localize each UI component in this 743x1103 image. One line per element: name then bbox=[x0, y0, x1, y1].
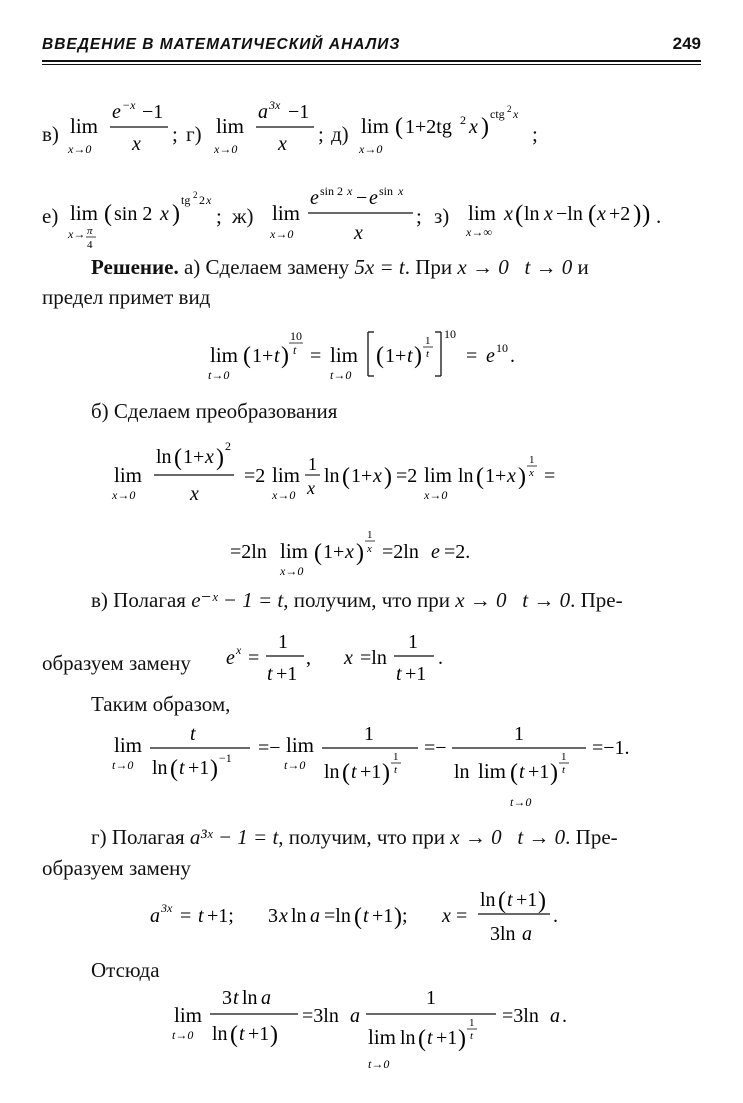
svg-text:sin 2: sin 2 bbox=[114, 203, 153, 225]
svg-text:): ) bbox=[356, 540, 364, 566]
solution-v-intro: в) Полагая bbox=[91, 588, 186, 612]
solution-a-and: и bbox=[577, 255, 589, 279]
svg-text:x→: x→ bbox=[68, 227, 86, 241]
svg-text:(: ( bbox=[510, 760, 518, 786]
svg-text:1: 1 bbox=[408, 631, 418, 653]
solution-a-when: . При bbox=[404, 255, 453, 279]
problem-label-d: д) bbox=[331, 122, 349, 146]
svg-text:ln: ln bbox=[156, 446, 172, 468]
solution-a-condition: x → 0 t → 0 bbox=[457, 255, 573, 279]
svg-text:.: . bbox=[562, 1005, 567, 1027]
svg-text:−: − bbox=[356, 187, 368, 209]
svg-text:ln: ln bbox=[212, 1023, 228, 1045]
svg-text:ln: ln bbox=[324, 761, 340, 783]
svg-text:x: x bbox=[206, 193, 212, 207]
svg-text:+1: +1 bbox=[360, 761, 382, 783]
svg-text:): ) bbox=[633, 201, 642, 228]
svg-text:x: x bbox=[354, 222, 363, 244]
svg-text:t→0: t→0 bbox=[284, 758, 306, 772]
svg-text:ln: ln bbox=[454, 761, 470, 783]
svg-text:): ) bbox=[642, 201, 651, 228]
svg-text:1+: 1+ bbox=[183, 446, 205, 468]
header-rule bbox=[42, 60, 701, 62]
svg-text:+1: +1 bbox=[405, 663, 427, 685]
svg-text:3: 3 bbox=[222, 987, 232, 1009]
svg-text:t→0: t→0 bbox=[172, 1028, 194, 1042]
formula-g-result bbox=[172, 982, 592, 1088]
svg-text:ln: ln bbox=[152, 757, 168, 779]
svg-text:1+: 1+ bbox=[485, 465, 507, 487]
svg-text:): ) bbox=[384, 464, 392, 490]
svg-text:(: ( bbox=[174, 445, 182, 471]
svg-text:t: t bbox=[239, 1023, 245, 1045]
svg-text:(: ( bbox=[342, 760, 350, 786]
problem-label-zh: ж) bbox=[232, 204, 254, 228]
svg-text:lim: lim bbox=[174, 1003, 203, 1027]
svg-text:10: 10 bbox=[290, 329, 302, 343]
limit-formula-d bbox=[359, 98, 539, 168]
formula-v-result bbox=[112, 720, 652, 820]
svg-text:t: t bbox=[363, 905, 369, 927]
limit-formula-z bbox=[466, 176, 696, 256]
problem-label-z: з) bbox=[434, 204, 450, 228]
svg-text:3x: 3x bbox=[161, 901, 173, 915]
svg-text:1: 1 bbox=[529, 454, 535, 466]
svg-text:t: t bbox=[519, 761, 525, 783]
svg-text:1+: 1+ bbox=[323, 541, 345, 563]
svg-text:lim: lim bbox=[216, 114, 245, 138]
svg-text:lim: lim bbox=[424, 463, 453, 487]
svg-text:t: t bbox=[274, 345, 280, 367]
solution-g-substitution: a³ˣ − 1 = t bbox=[189, 825, 279, 849]
svg-text:−1: −1 bbox=[219, 751, 232, 765]
solution-g-mid: , получим, что при bbox=[278, 825, 446, 849]
svg-text:=: = bbox=[456, 905, 468, 927]
svg-text:x: x bbox=[398, 184, 404, 198]
svg-text:10: 10 bbox=[496, 341, 508, 355]
svg-text:π: π bbox=[87, 225, 93, 237]
svg-text:lim: lim bbox=[114, 733, 143, 757]
svg-text:x→0: x→0 bbox=[270, 227, 294, 241]
svg-text:e: e bbox=[112, 101, 121, 123]
svg-text:(: ( bbox=[104, 201, 112, 227]
svg-text:3: 3 bbox=[268, 905, 278, 927]
svg-text:2: 2 bbox=[199, 193, 205, 207]
svg-text:t: t bbox=[562, 764, 566, 776]
svg-text:t: t bbox=[198, 905, 204, 927]
svg-text:t: t bbox=[394, 764, 398, 776]
svg-text:2: 2 bbox=[507, 104, 512, 114]
svg-text:): ) bbox=[538, 888, 546, 914]
svg-text:): ) bbox=[382, 760, 390, 786]
svg-text:t: t bbox=[396, 663, 402, 685]
svg-text:): ) bbox=[216, 445, 224, 471]
svg-text:t: t bbox=[407, 345, 413, 367]
svg-text:=3ln: =3ln bbox=[502, 1005, 539, 1027]
svg-text:=ln: =ln bbox=[360, 647, 387, 669]
limit-formula-g bbox=[214, 98, 324, 168]
svg-text:x: x bbox=[205, 446, 214, 468]
svg-text:e: e bbox=[310, 187, 319, 209]
svg-text:x: x bbox=[345, 541, 354, 563]
svg-text:): ) bbox=[210, 756, 218, 782]
problem-sep-g: ; bbox=[318, 122, 324, 146]
problem-label-g: г) bbox=[186, 122, 202, 146]
svg-text:t: t bbox=[351, 761, 357, 783]
svg-text:=: = bbox=[310, 345, 322, 367]
solution-g-intro: г) Полагая bbox=[91, 825, 185, 849]
solution-line-a bbox=[91, 254, 589, 280]
solution-g-hence: Отсюда bbox=[91, 958, 160, 982]
problem-sep-zh: ; bbox=[416, 204, 422, 228]
formula-v-substitution bbox=[226, 624, 466, 694]
svg-text:x: x bbox=[132, 133, 141, 155]
svg-text:ln: ln bbox=[458, 465, 474, 487]
svg-text:lim: lim bbox=[114, 463, 143, 487]
svg-text:10: 10 bbox=[444, 327, 456, 341]
svg-text:=: = bbox=[544, 465, 556, 487]
svg-text:): ) bbox=[518, 464, 526, 490]
svg-text:lim: lim bbox=[70, 201, 99, 225]
svg-text:1: 1 bbox=[364, 723, 374, 745]
svg-text:=2ln: =2ln bbox=[382, 541, 419, 563]
svg-text:=: = bbox=[248, 647, 260, 669]
svg-text:lim: lim bbox=[272, 201, 301, 225]
svg-text:=ln: =ln bbox=[324, 905, 351, 927]
svg-text:a: a bbox=[350, 1005, 360, 1027]
solution-v-tail: . Пре- bbox=[570, 588, 623, 612]
svg-text:.: . bbox=[438, 647, 443, 669]
svg-text:(: ( bbox=[395, 114, 403, 140]
svg-text:lim: lim bbox=[368, 1025, 397, 1049]
svg-text:t: t bbox=[190, 723, 196, 745]
svg-text:=2.: =2. bbox=[444, 541, 471, 563]
svg-text:x: x bbox=[190, 483, 199, 505]
solution-v-mid: , получим, что при bbox=[283, 588, 450, 612]
svg-text:+1: +1 bbox=[436, 1027, 458, 1049]
svg-text:t: t bbox=[267, 663, 273, 685]
svg-text:−1: −1 bbox=[142, 101, 164, 123]
solution-a-line2: предел примет вид bbox=[42, 285, 211, 309]
svg-text:x→0: x→0 bbox=[112, 488, 136, 502]
solution-heading: Решение. bbox=[91, 255, 179, 279]
svg-text:t: t bbox=[470, 1030, 474, 1042]
svg-text:): ) bbox=[458, 1026, 466, 1052]
svg-text:(: ( bbox=[342, 464, 350, 490]
svg-text:(: ( bbox=[418, 1026, 426, 1052]
svg-text:=−1.: =−1. bbox=[592, 737, 630, 759]
svg-text:1+2tg: 1+2tg bbox=[405, 116, 452, 138]
svg-text:x→0: x→0 bbox=[424, 488, 448, 502]
svg-text:x: x bbox=[469, 116, 478, 138]
running-header bbox=[42, 32, 701, 60]
svg-text:2: 2 bbox=[460, 113, 466, 127]
svg-text:2: 2 bbox=[225, 439, 231, 453]
svg-text:lim: lim bbox=[70, 114, 99, 138]
svg-text:lim: lim bbox=[361, 114, 390, 138]
svg-text:lim: lim bbox=[210, 343, 239, 367]
svg-text:;: ; bbox=[402, 905, 408, 927]
limit-formula-e bbox=[68, 176, 238, 261]
svg-text:x: x bbox=[544, 203, 553, 225]
formula-b-line2 bbox=[230, 518, 550, 584]
svg-text:2: 2 bbox=[193, 190, 198, 200]
svg-text:=2ln: =2ln bbox=[230, 541, 267, 563]
svg-text:+2: +2 bbox=[609, 203, 631, 225]
svg-text:x→∞: x→∞ bbox=[466, 225, 492, 239]
svg-text:1+: 1+ bbox=[351, 465, 373, 487]
svg-text:x: x bbox=[529, 467, 534, 479]
svg-text:sin: sin bbox=[379, 184, 394, 198]
solution-g-tail: . Пре- bbox=[565, 825, 618, 849]
svg-text:sin 2: sin 2 bbox=[320, 184, 344, 198]
svg-text:ln: ln bbox=[480, 889, 496, 911]
svg-text:ln: ln bbox=[242, 987, 258, 1009]
svg-text:(: ( bbox=[314, 540, 322, 566]
solution-g-condition: x → 0 t → 0 bbox=[450, 825, 566, 849]
svg-text:=2: =2 bbox=[244, 465, 266, 487]
svg-text:+1: +1 bbox=[276, 663, 298, 685]
solution-line-v bbox=[91, 587, 623, 613]
svg-text:e: e bbox=[486, 345, 495, 367]
svg-text:t: t bbox=[233, 987, 239, 1009]
svg-text:lim: lim bbox=[280, 539, 309, 563]
svg-text:+1: +1 bbox=[248, 1023, 270, 1045]
svg-text:x: x bbox=[278, 133, 287, 155]
page-number: 249 bbox=[672, 34, 701, 53]
svg-text:x: x bbox=[279, 905, 288, 927]
svg-text:(: ( bbox=[230, 1022, 238, 1048]
svg-text:−1: −1 bbox=[288, 101, 310, 123]
svg-text:x→0: x→0 bbox=[359, 142, 383, 156]
limit-formula-zh bbox=[270, 176, 430, 256]
svg-text:1: 1 bbox=[425, 335, 431, 347]
svg-text:x: x bbox=[344, 647, 353, 669]
svg-text:lim: lim bbox=[478, 759, 507, 783]
svg-text:.: . bbox=[553, 905, 558, 927]
svg-text:a: a bbox=[310, 905, 320, 927]
svg-text:1: 1 bbox=[469, 1017, 475, 1029]
svg-text:(: ( bbox=[243, 343, 251, 369]
svg-text:lim: lim bbox=[272, 463, 301, 487]
svg-text:=2: =2 bbox=[396, 465, 418, 487]
svg-text:x: x bbox=[442, 905, 451, 927]
svg-text:a: a bbox=[522, 923, 532, 945]
svg-text:x→0: x→0 bbox=[214, 142, 238, 156]
svg-text:4: 4 bbox=[87, 239, 93, 251]
svg-text:(: ( bbox=[498, 888, 506, 914]
svg-text:lim: lim bbox=[468, 201, 497, 225]
svg-text:+1: +1 bbox=[372, 905, 394, 927]
formula-g-substitution bbox=[150, 882, 610, 952]
svg-text:1+: 1+ bbox=[385, 345, 407, 367]
svg-text:x: x bbox=[236, 643, 242, 657]
svg-text:a: a bbox=[261, 987, 271, 1009]
formula-b-line1 bbox=[112, 436, 632, 516]
svg-text:(: ( bbox=[515, 201, 524, 228]
svg-text:x: x bbox=[367, 543, 372, 555]
svg-text:(: ( bbox=[170, 756, 178, 782]
svg-text:+1: +1 bbox=[188, 757, 210, 779]
svg-text:a: a bbox=[258, 101, 268, 123]
svg-text:t→0: t→0 bbox=[510, 795, 532, 809]
solution-v-condition: x → 0 t → 0 bbox=[455, 588, 571, 612]
svg-text:tg: tg bbox=[181, 193, 191, 207]
svg-text:−ln: −ln bbox=[556, 203, 583, 225]
svg-text:1: 1 bbox=[367, 529, 373, 541]
problem-sep-z: . bbox=[656, 204, 662, 228]
svg-text:t: t bbox=[179, 757, 185, 779]
problem-sep-v: ; bbox=[172, 122, 178, 146]
svg-text:−x: −x bbox=[122, 98, 136, 112]
solution-v-substitution: e⁻ˣ − 1 = t bbox=[191, 588, 284, 612]
svg-text:3x: 3x bbox=[269, 98, 281, 112]
svg-text:ln: ln bbox=[524, 203, 540, 225]
svg-text:x: x bbox=[504, 203, 513, 225]
svg-text:1: 1 bbox=[393, 751, 399, 763]
svg-text:): ) bbox=[394, 904, 402, 930]
svg-text:t: t bbox=[293, 343, 297, 357]
svg-text:a: a bbox=[150, 905, 160, 927]
svg-text:t: t bbox=[507, 889, 513, 911]
svg-text:t→0: t→0 bbox=[368, 1057, 390, 1071]
svg-text:t: t bbox=[426, 348, 430, 360]
svg-text:t→0: t→0 bbox=[208, 368, 230, 382]
svg-text:lim: lim bbox=[286, 733, 315, 757]
svg-text:lim: lim bbox=[330, 343, 359, 367]
problem-sep-d: ; bbox=[532, 122, 538, 146]
svg-text:(: ( bbox=[588, 201, 597, 228]
solution-v-line2: образуем замену bbox=[42, 651, 191, 675]
svg-text:x: x bbox=[513, 107, 519, 121]
svg-text:x→0: x→0 bbox=[280, 564, 304, 578]
problem-label-e: е) bbox=[42, 204, 59, 228]
svg-text:e: e bbox=[226, 647, 235, 669]
problem-label-v: в) bbox=[42, 122, 59, 146]
limit-formula-v bbox=[68, 98, 178, 168]
svg-text:(: ( bbox=[376, 343, 384, 369]
solution-b-intro: б) Сделаем преобразования bbox=[91, 399, 338, 423]
problem-sep-e: ; bbox=[216, 204, 222, 228]
svg-text:1: 1 bbox=[278, 631, 288, 653]
svg-text:ln: ln bbox=[400, 1027, 416, 1049]
svg-text:+1: +1 bbox=[516, 889, 538, 911]
svg-text:1: 1 bbox=[426, 987, 436, 1009]
solution-a-intro: а) Сделаем замену bbox=[183, 255, 350, 279]
solution-g-line2: образуем замену bbox=[42, 856, 191, 880]
svg-text:a: a bbox=[550, 1005, 560, 1027]
solution-v-thus: Таким образом, bbox=[91, 692, 231, 716]
svg-text:=: = bbox=[466, 345, 478, 367]
svg-text:=−: =− bbox=[424, 737, 447, 759]
svg-text:e: e bbox=[369, 187, 378, 209]
svg-text:+1: +1 bbox=[528, 761, 550, 783]
svg-text:(: ( bbox=[476, 464, 484, 490]
svg-text:1: 1 bbox=[308, 454, 317, 474]
svg-text:1+: 1+ bbox=[252, 345, 274, 367]
svg-text:x: x bbox=[307, 478, 315, 498]
svg-text:t→0: t→0 bbox=[330, 368, 352, 382]
svg-text:=: = bbox=[180, 905, 192, 927]
svg-text:ctg: ctg bbox=[490, 107, 505, 121]
svg-text:1: 1 bbox=[561, 751, 567, 763]
svg-text:+1;: +1; bbox=[207, 905, 234, 927]
svg-text:e: e bbox=[431, 541, 440, 563]
svg-text:x: x bbox=[597, 203, 606, 225]
svg-text:x: x bbox=[507, 465, 516, 487]
svg-text:): ) bbox=[270, 1022, 278, 1048]
header-rule-thin bbox=[42, 64, 701, 65]
svg-text:1: 1 bbox=[514, 723, 524, 745]
svg-text:x: x bbox=[347, 184, 353, 198]
solution-line-g bbox=[91, 824, 618, 850]
svg-text:x: x bbox=[160, 203, 169, 225]
svg-text:): ) bbox=[550, 760, 558, 786]
svg-text:,: , bbox=[306, 647, 311, 669]
svg-text:3ln: 3ln bbox=[490, 923, 516, 945]
svg-text:): ) bbox=[414, 343, 422, 369]
svg-text:(: ( bbox=[354, 904, 362, 930]
svg-text:.: . bbox=[510, 345, 515, 367]
svg-text:): ) bbox=[172, 201, 180, 227]
svg-text:ln: ln bbox=[324, 465, 340, 487]
svg-text:t→0: t→0 bbox=[112, 758, 134, 772]
svg-text:x→0: x→0 bbox=[68, 142, 92, 156]
svg-text:): ) bbox=[481, 114, 489, 140]
formula-a-result bbox=[208, 324, 538, 388]
svg-text:=−: =− bbox=[258, 737, 281, 759]
solution-a-substitution: 5x = t bbox=[354, 255, 405, 279]
svg-text:x→0: x→0 bbox=[272, 488, 296, 502]
svg-text:x: x bbox=[373, 465, 382, 487]
svg-text:t: t bbox=[427, 1027, 433, 1049]
chapter-title: ВВЕДЕНИЕ В МАТЕМАТИЧЕСКИЙ АНАЛИЗ bbox=[42, 36, 401, 53]
svg-text:): ) bbox=[281, 343, 289, 369]
svg-text:ln: ln bbox=[291, 905, 307, 927]
svg-text:=3ln: =3ln bbox=[302, 1005, 339, 1027]
